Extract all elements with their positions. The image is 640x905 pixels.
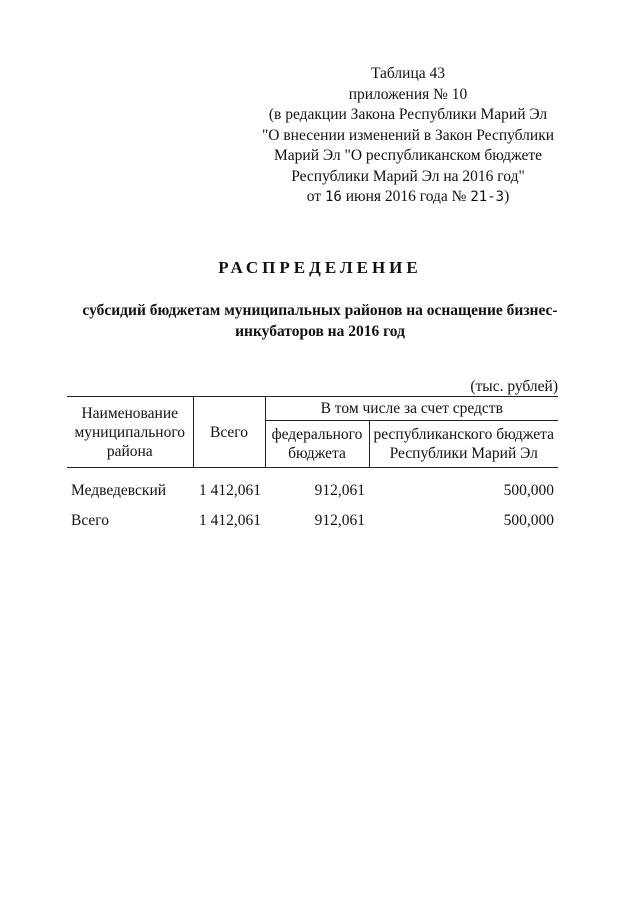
- row-total: 1 412,061: [199, 512, 261, 529]
- header-date-day: 16: [324, 189, 342, 205]
- header-republic-budget: республиканского бюджета Республики Марий Эл: [369, 421, 558, 468]
- row-republic: 500,000: [503, 482, 554, 499]
- row-district-name: Всего: [71, 512, 110, 529]
- document-header: [258, 64, 558, 208]
- header-line-4: "О внесении изменений в Закон Республики: [261, 126, 555, 144]
- row-federal: 912,061: [314, 482, 365, 499]
- row-district-name: Медведевский: [71, 482, 167, 499]
- header-line-6: Республики Марий Эл на 2016 год": [291, 167, 525, 185]
- table-row: [67, 506, 558, 536]
- document-title: РАСПРЕДЕЛЕНИЕ: [218, 258, 422, 277]
- header-line-1: Таблица 43: [370, 65, 446, 82]
- subtitle-line-1: субсидий бюджетам муниципальных районов на оснащение бизнес-: [82, 302, 558, 319]
- header-line-2: приложения № 10: [348, 85, 468, 103]
- header-total: Всего: [193, 397, 265, 468]
- row-total: 1 412,061: [199, 482, 261, 499]
- row-federal: 912,061: [314, 512, 365, 529]
- row-republic: 500,000: [503, 512, 554, 529]
- units-label: (тыс. рублей): [470, 378, 558, 395]
- header-date-prefix: от: [306, 188, 322, 205]
- header-line-3: (в редакции Закона Республики Марий Эл: [268, 106, 548, 123]
- header-closing-paren: ): [504, 188, 510, 205]
- header-law-number: 21-З: [470, 189, 505, 205]
- document-subtitle: [40, 300, 600, 342]
- header-line-7: [258, 187, 558, 208]
- header-district-name: Наименование муниципального района: [67, 397, 193, 468]
- subsidy-table: [67, 396, 558, 536]
- header-funding-group: В том числе за счет средств: [265, 397, 558, 421]
- subtitle-line-2: инкубаторов на 2016 год: [235, 323, 405, 340]
- table-row: [67, 468, 558, 507]
- header-federal-budget: федерального бюджета: [265, 421, 369, 468]
- header-date-rest: июня 2016 года №: [345, 188, 467, 205]
- header-line-5: Марий Эл "О республиканском бюджете: [273, 147, 542, 164]
